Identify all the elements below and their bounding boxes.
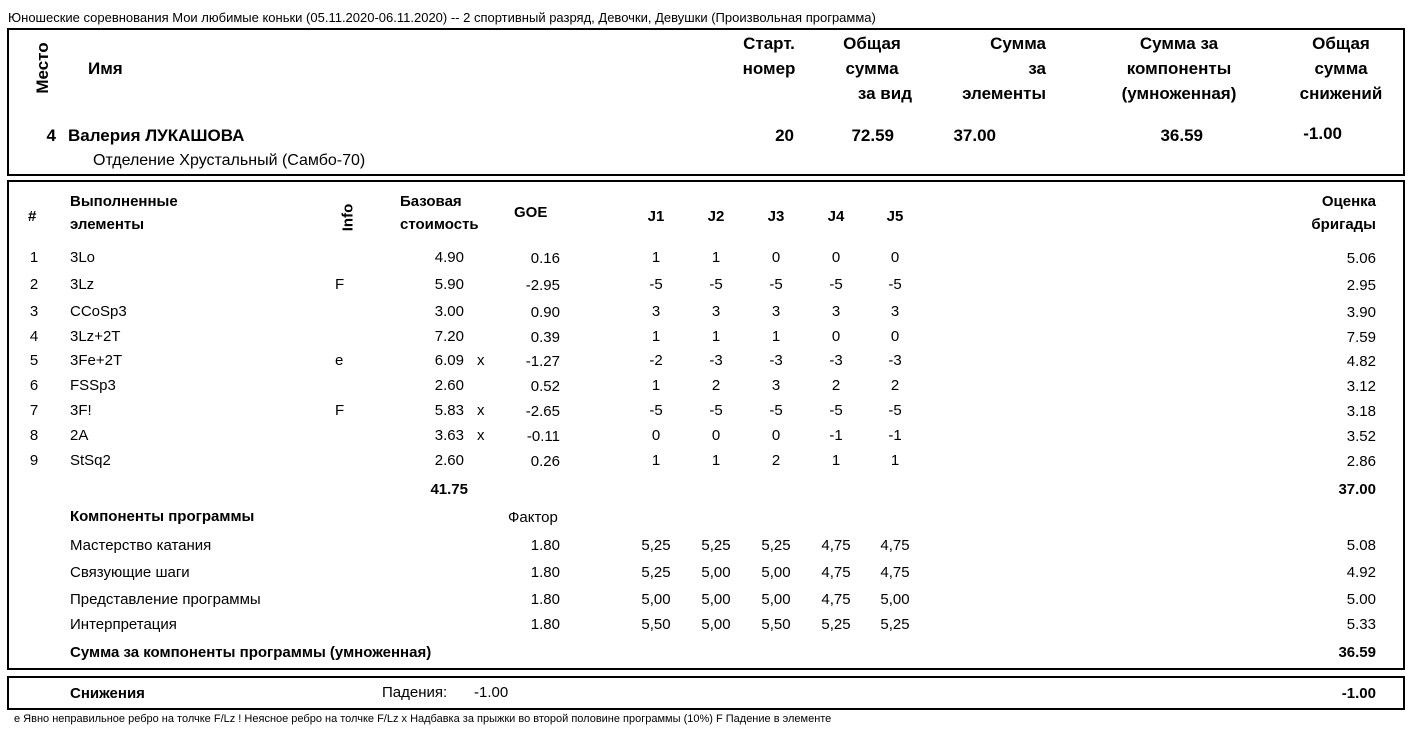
judge-score: 5,50 <box>641 616 671 633</box>
base-value: 5.90 <box>434 276 464 293</box>
base-value: 2.60 <box>434 452 464 469</box>
judge-score: 5,25 <box>641 564 671 581</box>
judge-score: 3 <box>711 303 721 320</box>
base-value: 2.60 <box>434 377 464 394</box>
judge-score: -5 <box>888 402 902 419</box>
skater-start-number: 20 <box>775 126 794 145</box>
judge-score: 5,25 <box>880 616 910 633</box>
goe-value: -2.95 <box>525 277 560 294</box>
bonus-mark: x <box>477 427 485 444</box>
goe-value: 0.52 <box>530 378 560 395</box>
element-name: FSSp3 <box>70 377 116 394</box>
judge-score: 5,00 <box>880 591 910 608</box>
panel-score: 3.18 <box>1346 403 1376 420</box>
goe-value: -2.65 <box>525 403 560 420</box>
bonus-mark: x <box>477 402 485 419</box>
falls-label: Падения: <box>382 684 448 701</box>
judge-score: 5,25 <box>701 537 731 554</box>
judge-header: J4 <box>827 208 845 225</box>
judge-score: 0 <box>771 249 781 266</box>
goe-header: GOE <box>514 204 548 221</box>
component-factor: 1.80 <box>530 537 560 554</box>
base-value-header: Базовая стоимость <box>400 193 479 233</box>
judge-score: -5 <box>829 402 843 419</box>
judge-score: -5 <box>769 276 783 293</box>
deductions-label: Снижения <box>70 685 145 702</box>
judge-score: 1 <box>711 328 721 345</box>
base-value: 6.09 <box>434 352 464 369</box>
element-name: 2A <box>70 427 89 444</box>
judge-score: 2 <box>890 377 900 394</box>
judge-score: -5 <box>829 276 843 293</box>
elements-sum-header: Сумма за элементы <box>962 34 1046 103</box>
judge-score: 0 <box>890 328 900 345</box>
panel-score: 3.12 <box>1346 378 1376 395</box>
element-name: CCoSp3 <box>70 303 127 320</box>
judge-score: 3 <box>651 303 661 320</box>
page-title: Юношеские соревнования Мои любимые коньки (05.11.2020-06.11.2020) -- 2 спортивный разряд, Девочки, Девушки (Произвольная программа) <box>8 10 876 25</box>
judge-score: 3 <box>890 303 900 320</box>
component-factor: 1.80 <box>530 616 560 633</box>
judge-score: 4,75 <box>821 537 851 554</box>
row-number: 3 <box>29 303 39 320</box>
judge-score: 0 <box>831 328 841 345</box>
skater-deductions: -1.00 <box>1303 124 1342 143</box>
elements-score-total: 37.00 <box>1338 481 1376 498</box>
judge-score: 0 <box>831 249 841 266</box>
judge-score: -5 <box>649 276 663 293</box>
judge-score: 4,75 <box>880 537 910 554</box>
base-value: 4.90 <box>434 249 464 266</box>
judge-score: 3 <box>831 303 841 320</box>
judge-score: 1 <box>651 249 661 266</box>
row-number: 8 <box>29 427 39 444</box>
judge-score: 5,00 <box>641 591 671 608</box>
skater-club: Отделение Хрустальный (Самбо-70) <box>93 152 366 169</box>
judge-score: 5,50 <box>761 616 791 633</box>
judge-score: 5,25 <box>641 537 671 554</box>
components-sum-label: Сумма за компоненты программы (умноженная) <box>70 644 432 661</box>
skater-place: 4 <box>46 126 56 145</box>
element-name: 3F! <box>70 402 92 419</box>
judge-score: 0 <box>890 249 900 266</box>
executed-elements-header: Выполненные элементы <box>70 193 178 233</box>
base-value: 5.83 <box>434 402 464 419</box>
judge-score: 1 <box>651 328 661 345</box>
goe-value: -1.27 <box>525 353 560 370</box>
skater-total-score: 72.59 <box>851 126 894 145</box>
goe-value: -0.11 <box>526 428 560 445</box>
judge-score: 0 <box>771 427 781 444</box>
falls-value: -1.00 <box>474 684 509 701</box>
judge-score: -5 <box>709 402 723 419</box>
bonus-mark: x <box>477 352 485 369</box>
judge-header: J5 <box>886 208 904 225</box>
element-info: e <box>335 352 344 369</box>
component-factor: 1.80 <box>530 591 560 608</box>
skater-elements-score: 37.00 <box>953 126 996 145</box>
legend: e Явно неправильное ребро на толчке F/Lz ! Неясное ребро на толчке F/Lz x Надбавка за прыжки во второй половине программы (10%) F Падение в элементе <box>14 713 832 725</box>
judge-score: 4,75 <box>821 591 851 608</box>
row-number: 4 <box>29 328 39 345</box>
element-name: 3Lz <box>70 276 95 293</box>
judge-header: J3 <box>767 208 785 225</box>
judge-score: -3 <box>709 352 723 369</box>
skater-name: Валерия ЛУКАШОВА <box>68 126 245 145</box>
component-score: 4.92 <box>1346 564 1376 581</box>
judge-score: 0 <box>711 427 721 444</box>
panel-score: 3.90 <box>1346 304 1376 321</box>
components-sum-value: 36.59 <box>1338 644 1376 661</box>
judge-score: 5,25 <box>821 616 851 633</box>
judge-score: 5,25 <box>761 537 791 554</box>
judge-score: -3 <box>829 352 843 369</box>
panel-score: 7.59 <box>1346 329 1376 346</box>
judge-score: 2 <box>711 377 721 394</box>
judge-score: 2 <box>771 452 781 469</box>
judge-score: 3 <box>771 377 781 394</box>
base-value: 7.20 <box>434 328 464 345</box>
component-name: Интерпретация <box>70 616 177 633</box>
row-number: 2 <box>29 276 39 293</box>
panel-score: 2.86 <box>1346 453 1376 470</box>
num-header: # <box>28 208 37 225</box>
row-number: 1 <box>29 249 39 266</box>
judge-score: 5,00 <box>701 591 731 608</box>
deductions-total-header: Общая сумма снижений <box>1299 34 1383 103</box>
panel-score: 4.82 <box>1346 353 1376 370</box>
info-header: Info <box>339 203 357 232</box>
judge-score: -3 <box>888 352 902 369</box>
skater-components-score: 36.59 <box>1160 126 1203 145</box>
row-number: 7 <box>29 402 39 419</box>
panel-score: 3.52 <box>1346 428 1376 445</box>
judge-score: -1 <box>888 427 902 444</box>
deductions-box <box>7 676 1405 710</box>
component-name: Представление программы <box>70 591 261 608</box>
judge-score: 5,00 <box>701 564 731 581</box>
judge-score: 4,75 <box>880 564 910 581</box>
judge-score: -3 <box>769 352 783 369</box>
row-number: 9 <box>29 452 39 469</box>
component-score: 5.33 <box>1346 616 1376 633</box>
judge-header: J2 <box>707 208 725 225</box>
element-info: F <box>335 402 345 419</box>
judge-score: -5 <box>649 402 663 419</box>
base-value-total: 41.75 <box>430 481 468 498</box>
component-factor: 1.80 <box>530 564 560 581</box>
panel-score-header: Оценка бригады <box>1311 193 1376 233</box>
judge-score: -5 <box>709 276 723 293</box>
panel-score: 2.95 <box>1346 277 1376 294</box>
element-name: 3Lo <box>70 249 96 266</box>
judge-score: -2 <box>649 352 663 369</box>
goe-value: 0.26 <box>530 453 560 470</box>
base-value: 3.63 <box>434 427 464 444</box>
judge-score: 4,75 <box>821 564 851 581</box>
judge-score: 5,00 <box>701 616 731 633</box>
total-score-header: Общая сумма за вид <box>843 34 912 103</box>
panel-score: 5.06 <box>1346 250 1376 267</box>
judge-score: 1 <box>651 377 661 394</box>
element-name: StSq2 <box>70 452 111 469</box>
goe-value: 0.90 <box>530 304 560 321</box>
judge-header: J1 <box>647 208 665 225</box>
judge-score: -5 <box>769 402 783 419</box>
component-score: 5.00 <box>1346 591 1376 608</box>
judge-score: 5,00 <box>761 591 791 608</box>
element-info: F <box>335 276 345 293</box>
judge-score: 0 <box>651 427 661 444</box>
row-number: 6 <box>29 377 39 394</box>
place-header: Место <box>33 42 52 94</box>
components-title: Компоненты программы <box>70 508 255 525</box>
name-header: Имя <box>88 59 123 78</box>
judge-score: 1 <box>771 328 781 345</box>
judge-score: -1 <box>829 427 843 444</box>
start-number-header: Старт. номер <box>742 34 796 78</box>
element-name: 3Lz+2T <box>70 328 121 345</box>
judge-score: -5 <box>888 276 902 293</box>
judge-score: 1 <box>831 452 841 469</box>
judge-score: 1 <box>890 452 900 469</box>
component-name: Связующие шаги <box>70 564 190 581</box>
judge-score: 1 <box>711 452 721 469</box>
judge-score: 2 <box>831 377 841 394</box>
components-sum-header: Сумма за компоненты (умноженная) <box>1121 34 1237 103</box>
judge-score: 5,00 <box>761 564 791 581</box>
component-name: Мастерство катания <box>70 537 212 554</box>
factor-header: Фактор <box>508 509 558 526</box>
judge-score: 1 <box>711 249 721 266</box>
row-number: 5 <box>29 352 39 369</box>
deductions-total: -1.00 <box>1341 685 1376 702</box>
judge-score: 3 <box>771 303 781 320</box>
component-score: 5.08 <box>1346 537 1376 554</box>
judge-score: 1 <box>651 452 661 469</box>
goe-value: 0.16 <box>530 250 560 267</box>
goe-value: 0.39 <box>530 329 560 346</box>
base-value: 3.00 <box>434 303 464 320</box>
element-name: 3Fe+2T <box>70 352 123 369</box>
